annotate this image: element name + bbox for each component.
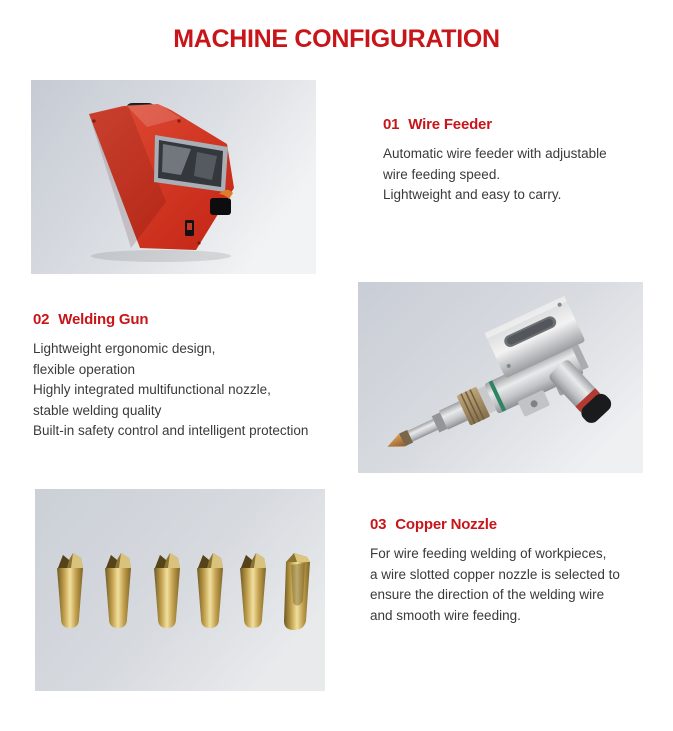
description-line: Lightweight and easy to carry.	[383, 187, 562, 202]
description-line: a wire slotted copper nozzle is selected to	[370, 566, 620, 582]
nozzle-5	[240, 553, 266, 628]
section-title: Wire Feeder	[408, 116, 492, 133]
section-heading	[33, 311, 308, 328]
description-line: flexible operation	[33, 361, 136, 377]
nozzle-4	[197, 553, 223, 628]
wire-feeder-photo	[31, 80, 316, 274]
copper-nozzle-photo	[35, 489, 325, 691]
description-line: For wire feeding welding of workpieces,	[370, 546, 607, 561]
section-title: Copper Nozzle	[395, 516, 497, 533]
section-wire-feeder	[383, 116, 607, 206]
description-line: wire feeding speed.	[383, 166, 501, 182]
description-line: Built-in safety control and intelligent protection	[33, 423, 309, 438]
page-title: MACHINE CONFIGURATION	[173, 25, 500, 53]
section-title: Welding Gun	[58, 311, 149, 328]
section-number: 03	[370, 516, 387, 533]
welding-gun-photo	[358, 282, 643, 473]
description-line: and smooth wire feeding.	[370, 607, 521, 623]
section-copper-nozzle	[370, 516, 620, 626]
welding-gun-illustration	[358, 282, 643, 473]
section-number: 01	[383, 116, 400, 133]
description-line: ensure the direction of the welding wire	[370, 587, 605, 602]
nozzle-3	[154, 553, 180, 628]
copper-nozzle-illustration	[35, 489, 325, 691]
section-description	[33, 339, 308, 442]
section-heading	[370, 516, 620, 533]
wire-feeder-illustration	[31, 80, 316, 274]
section-heading	[383, 116, 607, 133]
description-line: Highly integrated multifunctional nozzle,	[33, 382, 271, 397]
description-line: Lightweight ergonomic design,	[33, 341, 216, 356]
description-line: Automatic wire feeder with adjustable	[383, 146, 607, 161]
nozzle-1	[57, 553, 83, 628]
section-number: 02	[33, 311, 50, 328]
nozzle-2	[105, 553, 131, 628]
section-description	[370, 544, 620, 626]
description-line: stable welding quality	[33, 402, 162, 418]
nozzle-6	[284, 553, 310, 630]
section-welding-gun	[33, 311, 308, 442]
section-description	[383, 144, 607, 206]
